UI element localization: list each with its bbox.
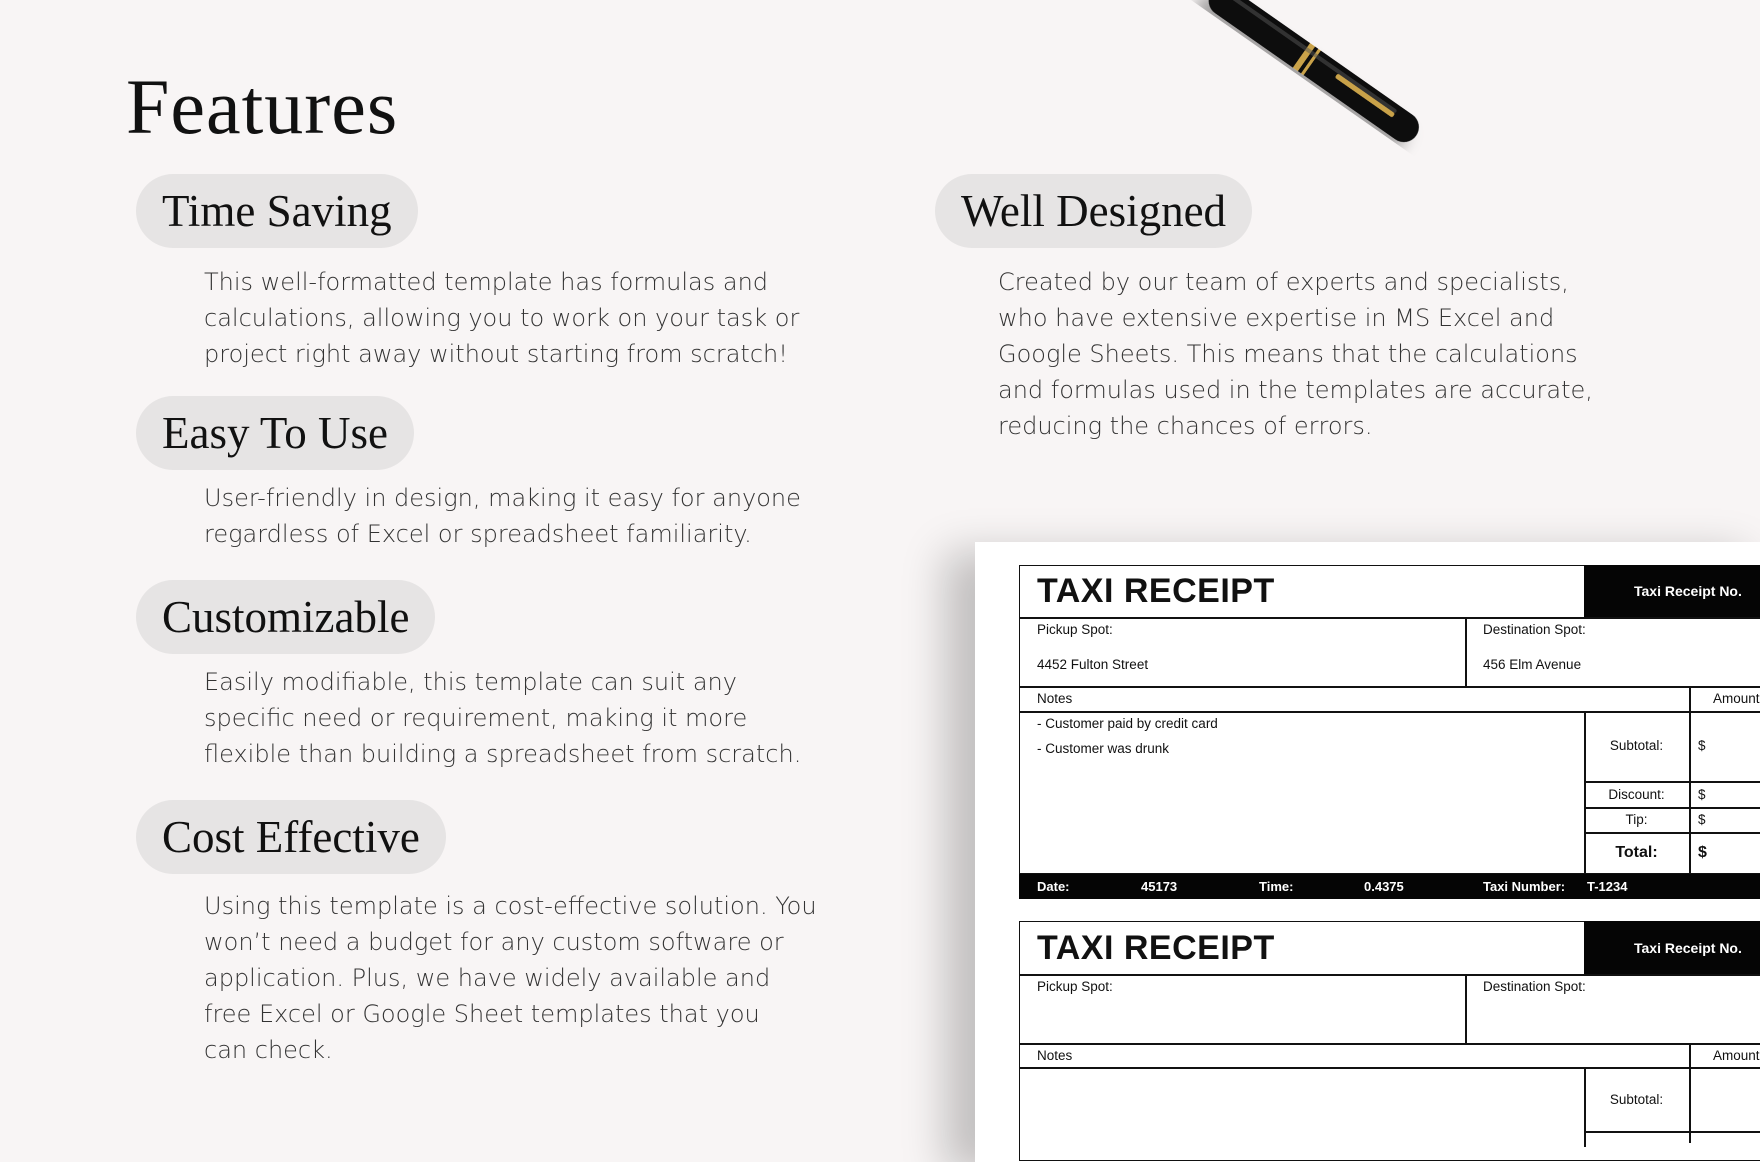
feature-pill-easy-to-use: Easy To Use [136, 396, 414, 470]
amount-label: Amount [1713, 1048, 1760, 1063]
discount-currency: $ [1698, 787, 1706, 802]
discount-label: Discount: [1608, 787, 1665, 802]
text-line: project right away without starting from scratch! [204, 340, 788, 368]
feature-text-time-saving [204, 264, 799, 372]
pen-icon [1180, 0, 1480, 180]
pickup-label: Pickup Spot: [1037, 622, 1113, 637]
text-line: This well-formatted template has formulas and [204, 268, 769, 296]
date-label: Date: [1037, 879, 1070, 894]
text-line: Using this template is a cost-effective solution. You [204, 892, 817, 920]
text-line: can check. [204, 1036, 333, 1064]
destination-value: 456 Elm Avenue [1483, 657, 1582, 672]
feature-text-easy-to-use [204, 480, 801, 552]
receipt-footer [1019, 874, 1760, 899]
receipt-no-label: Taxi Receipt No. [1584, 921, 1760, 974]
tip-currency: $ [1698, 812, 1706, 827]
text-line: application. Plus, we have widely available and [204, 964, 771, 992]
text-line: specific need or requirement, making it more [204, 704, 748, 732]
text-line: and formulas used in the templates are accurate, [998, 376, 1593, 404]
text-line: calculations, allowing you to work on your task or [204, 304, 800, 332]
time-value: 0.4375 [1364, 879, 1404, 894]
receipt-title: TAXI RECEIPT [1037, 929, 1275, 967]
feature-text-customizable [204, 664, 801, 772]
pickup-value: 4452 Fulton Street [1037, 657, 1149, 672]
destination-label: Destination Spot: [1483, 622, 1586, 637]
taxi-number-value: T-1234 [1587, 879, 1628, 894]
text-line: reducing the chances of errors. [998, 412, 1373, 440]
feature-text-cost-effective [204, 888, 817, 1068]
feature-pill-well-designed: Well Designed [935, 174, 1252, 248]
total-currency: $ [1698, 844, 1707, 861]
subtotal-label: Subtotal: [1609, 1092, 1664, 1107]
time-label: Time: [1259, 879, 1294, 894]
text-line: who have extensive expertise in MS Excel and [998, 304, 1555, 332]
receipt-title: TAXI RECEIPT [1037, 572, 1275, 610]
feature-text-well-designed [998, 264, 1593, 444]
total-label: Total: [1615, 844, 1658, 861]
note-item: - Customer was drunk [1037, 741, 1170, 756]
taxi-number-label: Taxi Number: [1483, 879, 1566, 894]
text-line: flexible than building a spreadsheet from scratch. [204, 740, 802, 768]
feature-pill-time-saving: Time Saving [136, 174, 418, 248]
text-line: free Excel or Google Sheet templates that you [204, 1000, 760, 1028]
notes-label: Notes [1037, 1048, 1073, 1063]
tip-label: Tip: [1625, 812, 1648, 827]
note-item: - Customer paid by credit card [1037, 716, 1218, 731]
feature-pill-cost-effective: Cost Effective [136, 800, 446, 874]
amount-label: Amount [1713, 691, 1760, 706]
pickup-label: Pickup Spot: [1037, 979, 1113, 994]
text-line: Created by our team of experts and specialists, [998, 268, 1569, 296]
text-line: Google Sheets. This means that the calculations [998, 340, 1578, 368]
text-line: won’t need a budget for any custom software or [204, 928, 784, 956]
text-line: regardless of Excel or spreadsheet familiarity. [204, 520, 752, 548]
receipt-no-label: Taxi Receipt No. [1584, 565, 1760, 617]
text-line: Easily modifiable, this template can suit any [204, 668, 737, 696]
date-value: 45173 [1141, 879, 1178, 894]
destination-label: Destination Spot: [1483, 979, 1586, 994]
page-title: Features [126, 63, 399, 150]
notes-label: Notes [1037, 691, 1073, 706]
subtotal-currency: $ [1698, 738, 1706, 753]
feature-pill-customizable: Customizable [136, 580, 435, 654]
text-line: User-friendly in design, making it easy for anyone [204, 484, 801, 512]
subtotal-label: Subtotal: [1609, 738, 1664, 753]
